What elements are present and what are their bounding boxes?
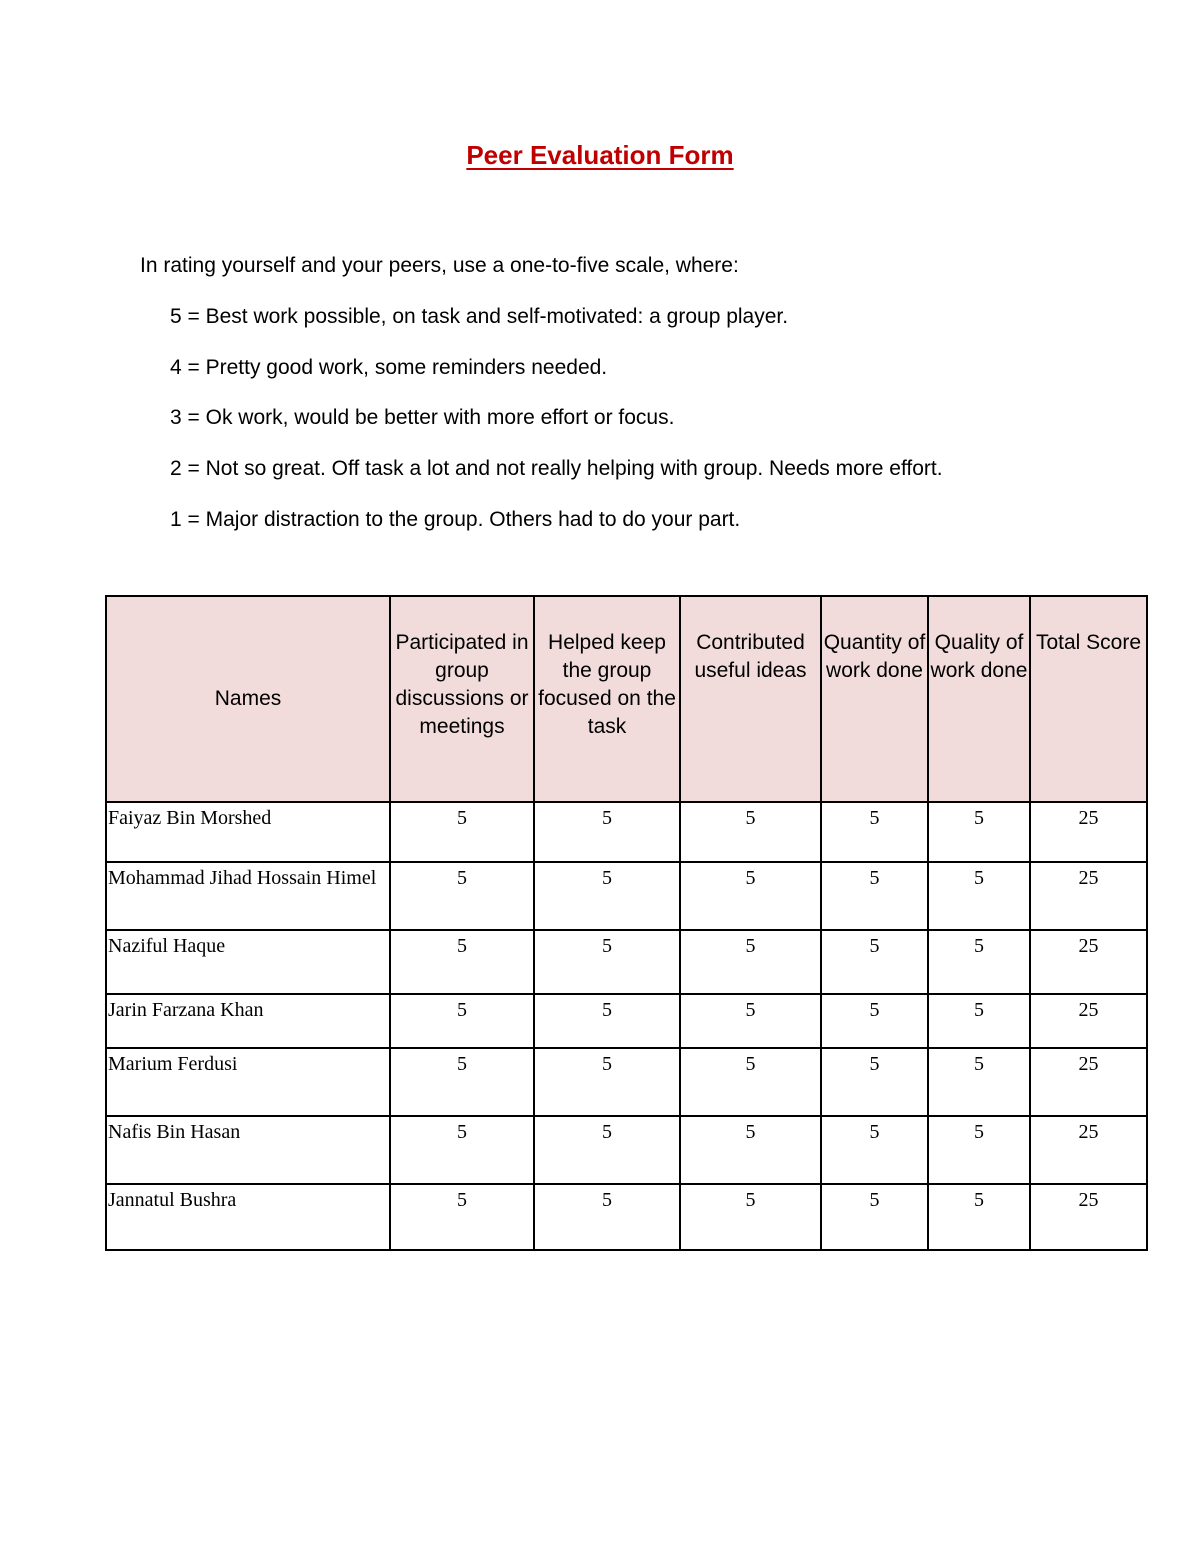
scale-item-2: 2 = Not so great. Off task a lot and not really helping with group. Needs more effort. bbox=[170, 457, 943, 480]
member-name: Jannatul Bushra bbox=[106, 1184, 390, 1250]
member-name: Naziful Haque bbox=[106, 930, 390, 994]
score-helped-focus: 5 bbox=[534, 994, 680, 1048]
score-contributed-ideas: 5 bbox=[680, 1048, 821, 1116]
score-helped-focus: 5 bbox=[534, 1184, 680, 1250]
score-quality: 5 bbox=[928, 1116, 1030, 1184]
score-total: 25 bbox=[1030, 994, 1147, 1048]
table-row bbox=[106, 994, 1147, 1048]
score-contributed-ideas: 5 bbox=[680, 862, 821, 930]
header-total: Total Score bbox=[1030, 596, 1147, 802]
table-row bbox=[106, 862, 1147, 930]
member-name: Nafis Bin Hasan bbox=[106, 1116, 390, 1184]
score-total: 25 bbox=[1030, 1116, 1147, 1184]
score-contributed-ideas: 5 bbox=[680, 930, 821, 994]
form-title: Peer Evaluation Form bbox=[466, 140, 734, 170]
table-row bbox=[106, 1116, 1147, 1184]
score-helped-focus: 5 bbox=[534, 1048, 680, 1116]
score-participated: 5 bbox=[390, 862, 534, 930]
score-participated: 5 bbox=[390, 1048, 534, 1116]
score-participated: 5 bbox=[390, 1184, 534, 1250]
score-contributed-ideas: 5 bbox=[680, 802, 821, 862]
score-quantity: 5 bbox=[821, 1048, 928, 1116]
member-name: Mohammad Jihad Hossain Himel bbox=[106, 862, 390, 930]
table-row bbox=[106, 1184, 1147, 1250]
score-quality: 5 bbox=[928, 930, 1030, 994]
table-header-row bbox=[106, 596, 1147, 802]
score-quality: 5 bbox=[928, 1048, 1030, 1116]
score-contributed-ideas: 5 bbox=[680, 1116, 821, 1184]
score-total: 25 bbox=[1030, 930, 1147, 994]
table-row bbox=[106, 930, 1147, 994]
scale-item-3: 3 = Ok work, would be better with more effort or focus. bbox=[170, 406, 675, 429]
header-quality: Quality of work done bbox=[928, 596, 1030, 802]
score-total: 25 bbox=[1030, 1048, 1147, 1116]
score-helped-focus: 5 bbox=[534, 930, 680, 994]
scale-item-1: 1 = Major distraction to the group. Others had to do your part. bbox=[170, 508, 741, 531]
score-helped-focus: 5 bbox=[534, 1116, 680, 1184]
score-quantity: 5 bbox=[821, 1184, 928, 1250]
member-name: Jarin Farzana Khan bbox=[106, 994, 390, 1048]
score-contributed-ideas: 5 bbox=[680, 994, 821, 1048]
score-quality: 5 bbox=[928, 994, 1030, 1048]
evaluation-table bbox=[105, 595, 1148, 1251]
score-participated: 5 bbox=[390, 802, 534, 862]
score-quantity: 5 bbox=[821, 802, 928, 862]
score-quantity: 5 bbox=[821, 1116, 928, 1184]
score-participated: 5 bbox=[390, 930, 534, 994]
header-quantity: Quantity of work done bbox=[821, 596, 928, 802]
score-quantity: 5 bbox=[821, 930, 928, 994]
header-helped-focus: Helped keep the group focused on the task bbox=[534, 596, 680, 802]
score-participated: 5 bbox=[390, 994, 534, 1048]
table-row bbox=[106, 802, 1147, 862]
score-participated: 5 bbox=[390, 1116, 534, 1184]
score-total: 25 bbox=[1030, 862, 1147, 930]
header-contributed-ideas: Contributed useful ideas bbox=[680, 596, 821, 802]
score-helped-focus: 5 bbox=[534, 802, 680, 862]
table-row bbox=[106, 1048, 1147, 1116]
header-names: Names bbox=[106, 596, 390, 802]
score-quantity: 5 bbox=[821, 994, 928, 1048]
member-name: Faiyaz Bin Morshed bbox=[106, 802, 390, 862]
intro-text: In rating yourself and your peers, use a one-to-five scale, where: bbox=[140, 254, 739, 277]
score-total: 25 bbox=[1030, 802, 1147, 862]
score-helped-focus: 5 bbox=[534, 862, 680, 930]
scale-item-4: 4 = Pretty good work, some reminders needed. bbox=[170, 356, 608, 379]
scale-item-5: 5 = Best work possible, on task and self-motivated: a group player. bbox=[170, 305, 789, 328]
header-participated: Participated in group discussions or meetings bbox=[390, 596, 534, 802]
score-total: 25 bbox=[1030, 1184, 1147, 1250]
score-quality: 5 bbox=[928, 862, 1030, 930]
score-quality: 5 bbox=[928, 802, 1030, 862]
score-quality: 5 bbox=[928, 1184, 1030, 1250]
member-name: Marium Ferdusi bbox=[106, 1048, 390, 1116]
score-quantity: 5 bbox=[821, 862, 928, 930]
score-contributed-ideas: 5 bbox=[680, 1184, 821, 1250]
